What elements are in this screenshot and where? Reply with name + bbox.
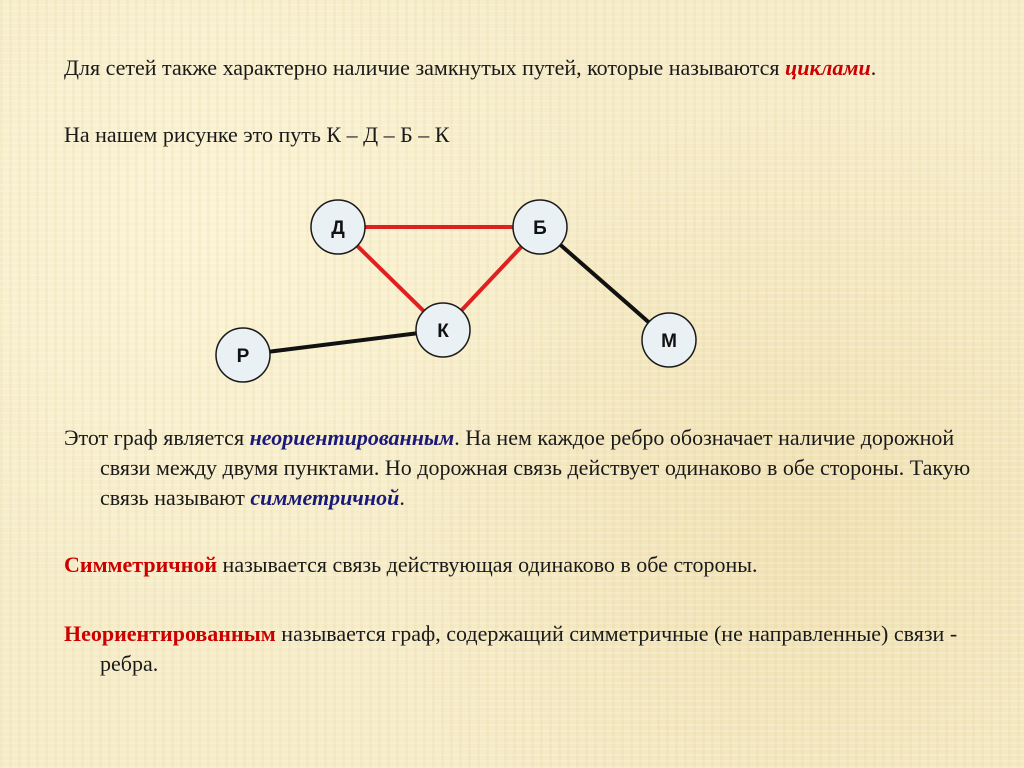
edge-R-K bbox=[270, 333, 416, 351]
edge-B-K bbox=[462, 247, 522, 311]
node-B bbox=[513, 200, 567, 254]
edge-D-K bbox=[357, 246, 423, 311]
p1-text: Для сетей также характерно наличие замкнутых путей, которые называются bbox=[64, 55, 786, 80]
p3-text-a: Этот граф является bbox=[64, 425, 250, 450]
p5-text: называется граф, содержащий симметричные (не направленные) связи - ребра. bbox=[100, 621, 958, 676]
symmetric-definition bbox=[64, 550, 1000, 580]
edge-B-M bbox=[560, 245, 648, 322]
p4-text: называется связь действующая одинаково в обе стороны. bbox=[217, 552, 758, 577]
p3-text-b: . На нем каждое ребро обозначает наличие дорожной связи между двумя пунктами. Но дорожная связь действует одинаково в обе стороны. Такую связь называют bbox=[100, 425, 971, 510]
p2-text: На нашем рисунке это путь К – Д – Б – К bbox=[64, 122, 450, 147]
term-symmetric: симметричной bbox=[250, 485, 400, 510]
node-label: Д bbox=[331, 218, 345, 239]
term-cycles: циклами bbox=[785, 55, 871, 80]
node-label: Б bbox=[533, 218, 547, 239]
node-K bbox=[416, 303, 470, 357]
node-label: К bbox=[437, 321, 449, 342]
node-label: Р bbox=[236, 346, 250, 367]
term-undirected: неориентированным bbox=[249, 425, 455, 450]
definition-term-symmetric: Симметричной bbox=[64, 552, 218, 577]
node-M bbox=[642, 313, 696, 367]
node-label: М bbox=[661, 331, 677, 352]
undirected-paragraph bbox=[64, 423, 1000, 513]
definition-term-undirected: Неориентированным bbox=[64, 621, 276, 646]
node-R bbox=[216, 328, 270, 382]
node-D bbox=[311, 200, 365, 254]
undirected-definition bbox=[64, 619, 1000, 679]
p3-end: . bbox=[399, 485, 405, 510]
p1-end: . bbox=[870, 55, 877, 80]
